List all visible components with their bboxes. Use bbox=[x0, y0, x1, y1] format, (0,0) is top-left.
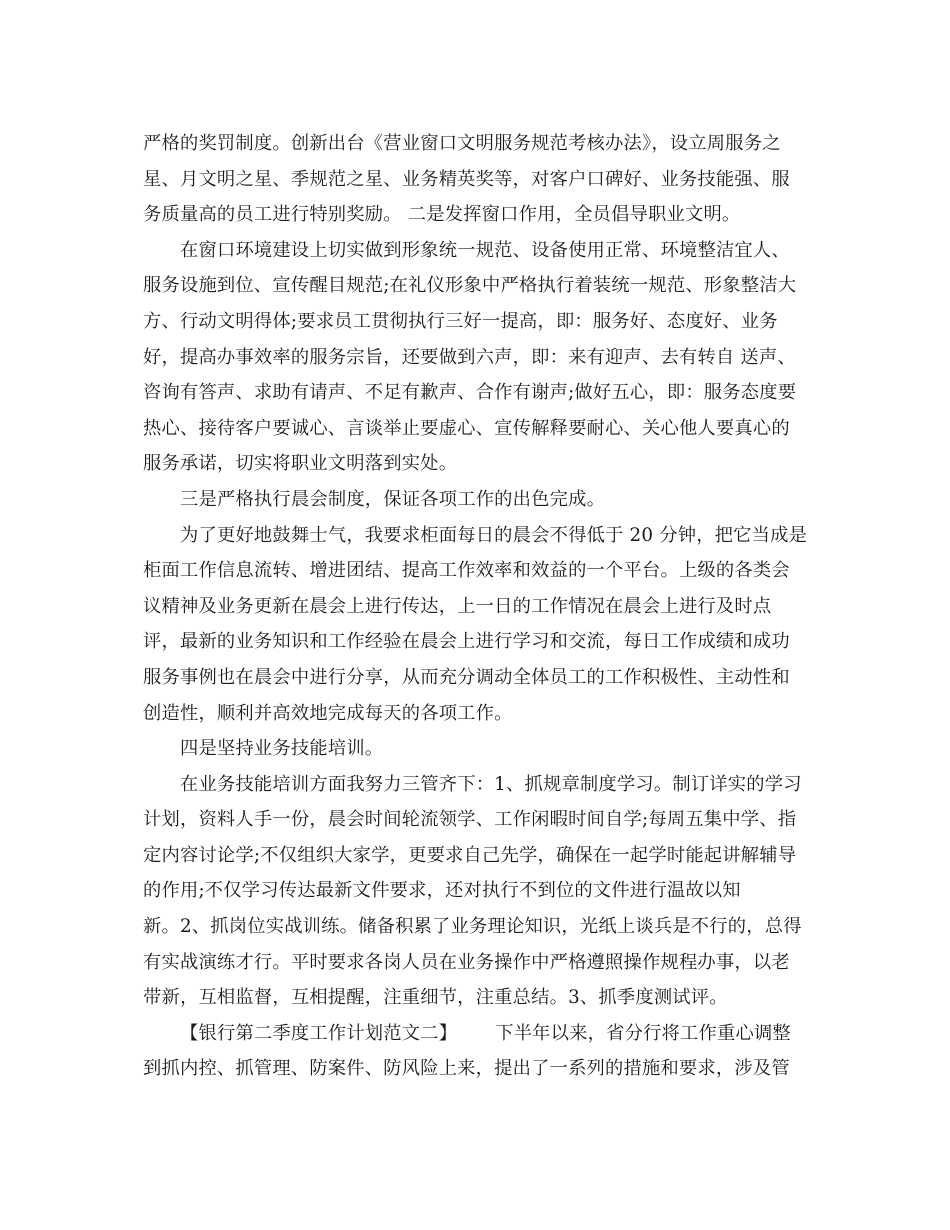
text-line: 到抓内控、抓管理、防案件、防风险上来，提出了一系列的措施和要求，涉及管 bbox=[143, 1058, 790, 1080]
text-line: 服务事例也在晨会中进行分享，从而充分调动全体员工的工作积极性、主动性和 bbox=[143, 666, 790, 688]
text-line: 计划，资料人手一份，晨会时间轮流领学、工作闲暇时间自学;每周五集中学、指 bbox=[143, 809, 797, 831]
text-line: 议精神及业务更新在晨会上进行传达，上一日的工作情况在晨会上进行及时点 bbox=[143, 595, 772, 617]
text-line: 咨询有答声、求助有请声、不足有歉声、合作有谢声;做好五心，即：服务态度要 bbox=[143, 382, 797, 404]
section-heading: 四是坚持业务技能培训。 bbox=[180, 738, 384, 760]
text-line: 创造性，顺利并高效地完成每天的各项工作。 bbox=[143, 702, 513, 724]
text-line bbox=[143, 1016, 808, 1052]
text-line: 的作用;不仅学习传达最新文件要求，还对执行不到位的文件进行温故以知 bbox=[143, 880, 741, 902]
text-line: 在业务技能培训方面我努力三管齐下：1、抓规章制度学习。制订详实的学习 bbox=[180, 773, 802, 795]
article-title: 【银行第二季度工作计划范文二】 bbox=[180, 1022, 458, 1044]
text-line: 服务设施到位、宣传醒目规范;在礼仪形象中严格执行着装统一规范、形象整洁大 bbox=[143, 275, 797, 297]
text-line: 方、行动文明得体;要求员工贯彻执行三好一提高，即：服务好、态度好、业务 bbox=[143, 310, 778, 332]
text-line: 定内容讨论学;不仅组织大家学，更要求自己先学，确保在一起学时能起讲解辅导 bbox=[143, 844, 797, 866]
text-line: 新。2、抓岗位实战训练。储备积累了业务理论知识，光纸上谈兵是不行的，总得 bbox=[143, 916, 802, 938]
text-line: 星、月文明之星、季规范之星、业务精英奖等，对客户口碑好、业务技能强、服 bbox=[143, 168, 790, 190]
text-line: 柜面工作信息流转、增进团结、提高工作效率和效益的一个平台。上级的各类会 bbox=[143, 560, 790, 582]
text-line: 评，最新的业务知识和工作经验在晨会上进行学习和交流，每日工作成绩和成功 bbox=[143, 631, 790, 653]
text-line: 为了更好地鼓舞士气，我要求柜面每日的晨会不得低于 20 分钟，把它当成是 bbox=[180, 524, 808, 546]
text-line: 热心、接待客户要诚心、言谈举止要虚心、宣传解释要耐心、关心他人要真心的 bbox=[143, 417, 790, 439]
text-line: 务质量高的员工进行特别奖励。 二是发挥窗口作用，全员倡导职业文明。 bbox=[143, 204, 741, 226]
text-line: 严格的奖罚制度。创新出台《营业窗口文明服务规范考核办法》，设立周服务之 bbox=[143, 133, 781, 154]
section-heading: 三是严格执行晨会制度，保证各项工作的出色完成。 bbox=[180, 488, 606, 510]
text-line: 好，提高办事效率的服务宗旨，还要做到六声，即：来有迎声、去有转自 送声、 bbox=[143, 346, 796, 368]
text-line: 服务承诺，切实将职业文明落到实处。 bbox=[143, 453, 458, 475]
text-line: 带新，互相监督，互相提醒，注重细节，注重总结。3、抓季度测试评。 bbox=[143, 987, 728, 1009]
document-body bbox=[143, 126, 808, 1087]
text-line: 在窗口环境建设上切实做到形象统一规范、设备使用正常、环境整洁宜人、 bbox=[180, 239, 790, 261]
text-line: 有实战演练才行。平时要求各岗人员在业务操作中严格遵照操作规程办事，以老 bbox=[143, 951, 790, 973]
text-span: 下半年以来，省分行将工作重心调整 bbox=[495, 1022, 791, 1044]
